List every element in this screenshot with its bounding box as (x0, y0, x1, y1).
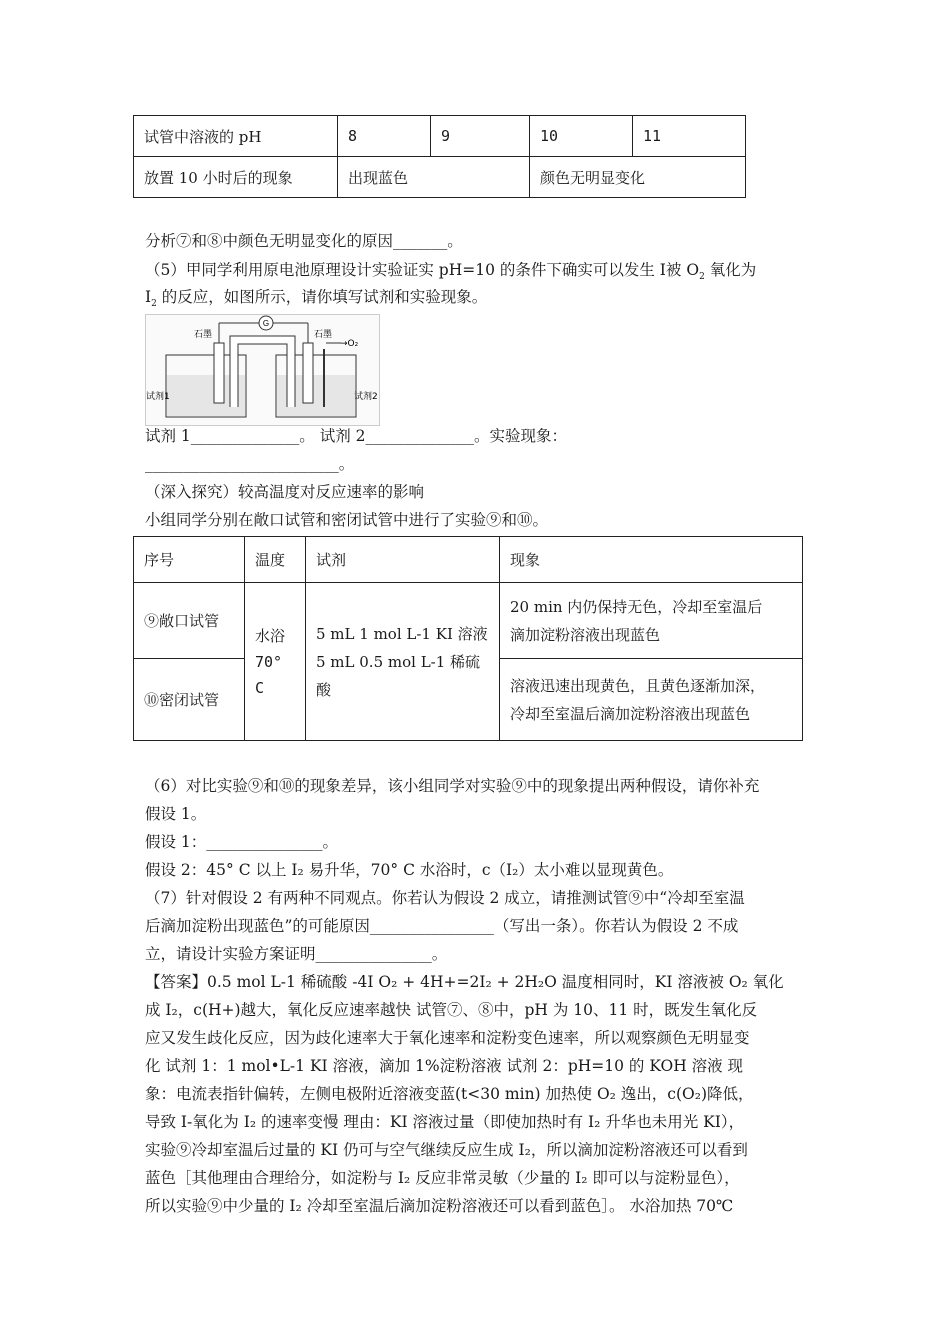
phenomenon-line: 滴加淀粉溶液出现蓝色 (510, 625, 661, 644)
answer-line: 所以实验⑨中少量的 I₂ 冷却至室温后滴加淀粉溶液还可以看到蓝色］。 水浴加热 70℃ (145, 1197, 734, 1215)
table-cell: 出现蓝色 (338, 157, 530, 198)
text-line: （深入探究）较高温度对反应速率的影响 (145, 483, 425, 501)
graphite-right-label: 石墨 (314, 330, 333, 340)
text-line: 小组同学分别在敞口试管和密闭试管中进行了实验⑨和⑩。 (145, 511, 549, 529)
table-cell (306, 583, 500, 741)
text-line: 假设 2：45° C 以上 I₂ 易升华，70° C 水浴时，c（I₂）太小难以显现黄色。 (145, 861, 674, 879)
table-cell (500, 583, 803, 659)
phenomenon-line: 溶液迅速出现黄色，且黄色逐渐加深， (510, 676, 766, 695)
text-span: 氧化为 (709, 261, 757, 279)
table-header: 试剂 (306, 537, 500, 583)
graphite-left-label: 石墨 (194, 330, 213, 340)
answer-line: 象：电流表指针偏转，左侧电极附近溶液变蓝(t<30 min) 加热使 O₂ 逸出，c(O₂)降低， (145, 1085, 754, 1103)
table-header: 温度 (245, 537, 306, 583)
answer-line: 导致 I-氧化为 I₂ 的速率变慢 理由：KI 溶液过量（即使加热时有 I₂ 升华也未用光 KI）， (145, 1113, 745, 1131)
reagent1-label: 试剂1 (146, 392, 170, 402)
temp-line: 水浴 (255, 626, 286, 645)
question-7: （7）针对假设 2 有两种不同观点。你若认为假设 2 成立，请推测试管⑨中“冷却至室温 (145, 889, 745, 907)
answer-line: 应又发生歧化反应，因为歧化速率大于氧化速率和淀粉变色速率，所以观察颜色无明显变 (145, 1029, 750, 1047)
ph-results-table (133, 115, 746, 198)
answer-line: 成 I₂，c(H+)越大，氧化反应速率越快 试管⑦、⑧中，pH 为 10、11 时，既发生氧化反 (145, 1001, 758, 1019)
text-span: I (145, 288, 152, 306)
table-cell: 9 (431, 116, 530, 157)
table-header: 序号 (134, 537, 245, 583)
question-6: （6）对比实验⑨和⑩的现象差异，该小组同学对实验⑨中的现象提出两种假设，请你补充 (145, 777, 760, 795)
question-5: （5）甲同学利用原电池原理设计实验证实 pH=10 的条件下确实可以发生 I被 $O_2$ 氧化为 (145, 261, 757, 282)
galvanometer-label: G (262, 319, 270, 328)
answer-line: 化 试剂 1：1 mol•L-1 KI 溶液，滴加 1%淀粉溶液 试剂 2：pH=10 的 KOH 溶液 现 (145, 1057, 744, 1075)
answer-line: 实验⑨冷却室温后过量的 KI 仍可与空气继续反应生成 I₂，所以滴加淀粉溶液还可以看到 (145, 1141, 748, 1159)
table-cell (245, 583, 306, 741)
table-header: 现象 (500, 537, 803, 583)
text-line: 立，请设计实验方案证明_______________。 (145, 945, 448, 963)
cell-diagram (146, 315, 379, 425)
text-line: $I_2$ 的反应，如图所示，请你填写试剂和实验现象。 (145, 288, 488, 309)
table-cell: 11 (633, 116, 746, 157)
phenomenon-line: 冷却至室温后滴加淀粉溶液出现蓝色 (510, 704, 751, 723)
table-cell (500, 659, 803, 741)
reagent2-label: 试剂2 (354, 392, 378, 402)
reagent-line: 5 mL 1 mol L-1 KI 溶液 (316, 624, 488, 643)
table-cell: 试管中溶液的 pH (134, 116, 338, 157)
table-cell: ⑩密闭试管 (134, 659, 245, 741)
text-line: 试剂 1______________。 试剂 2______________。实验现象： (145, 427, 568, 445)
galvanic-cell-figure (145, 314, 380, 426)
phenomenon-line: 20 min 内仍保持无色，冷却至室温后 (510, 597, 763, 616)
table-cell: ⑨敞口试管 (134, 583, 245, 659)
text-line: _________________________。 (145, 455, 355, 473)
table-cell: 颜色无明显变化 (530, 157, 746, 198)
table-cell: 放置 10 小时后的现象 (134, 157, 338, 198)
answer-line: 【答案】0.5 mol L-1 稀硫酸 -4I O₂ + 4H+=2I₂ + 2H₂O 温度相同时，KI 溶液被 O₂ 氧化 (145, 973, 784, 991)
temperature-experiment-table (133, 536, 803, 741)
reagent-line: 5 mL 0.5 mol L-1 稀硫 (316, 652, 481, 671)
table-cell: 10 (530, 116, 633, 157)
text-line: 后滴加淀粉出现蓝色”的可能原因________________（写出一条）。你若认为假设 2 不成 (145, 917, 739, 935)
oxygen-label: →O₂ (340, 339, 359, 349)
reagent-line: 酸 (316, 680, 332, 699)
answer-line: 蓝色［其他理由合理给分，如淀粉与 I₂ 反应非常灵敏（少量的 I₂ 即可以与淀粉显色）， (145, 1169, 740, 1187)
temp-line: 70° C (255, 652, 283, 697)
text-line: 假设 1：_______________。 (145, 833, 339, 851)
text-span: 的反应，如图所示，请你填写试剂和实验现象。 (161, 288, 488, 306)
table-cell: 8 (338, 116, 431, 157)
text-span: （5）甲同学利用原电池原理设计实验证实 pH=10 的条件下确实可以发生 I被 O (145, 261, 700, 279)
text-line: 分析⑦和⑧中颜色无明显变化的原因_______。 (145, 232, 463, 250)
text-line: 假设 1。 (145, 805, 207, 823)
